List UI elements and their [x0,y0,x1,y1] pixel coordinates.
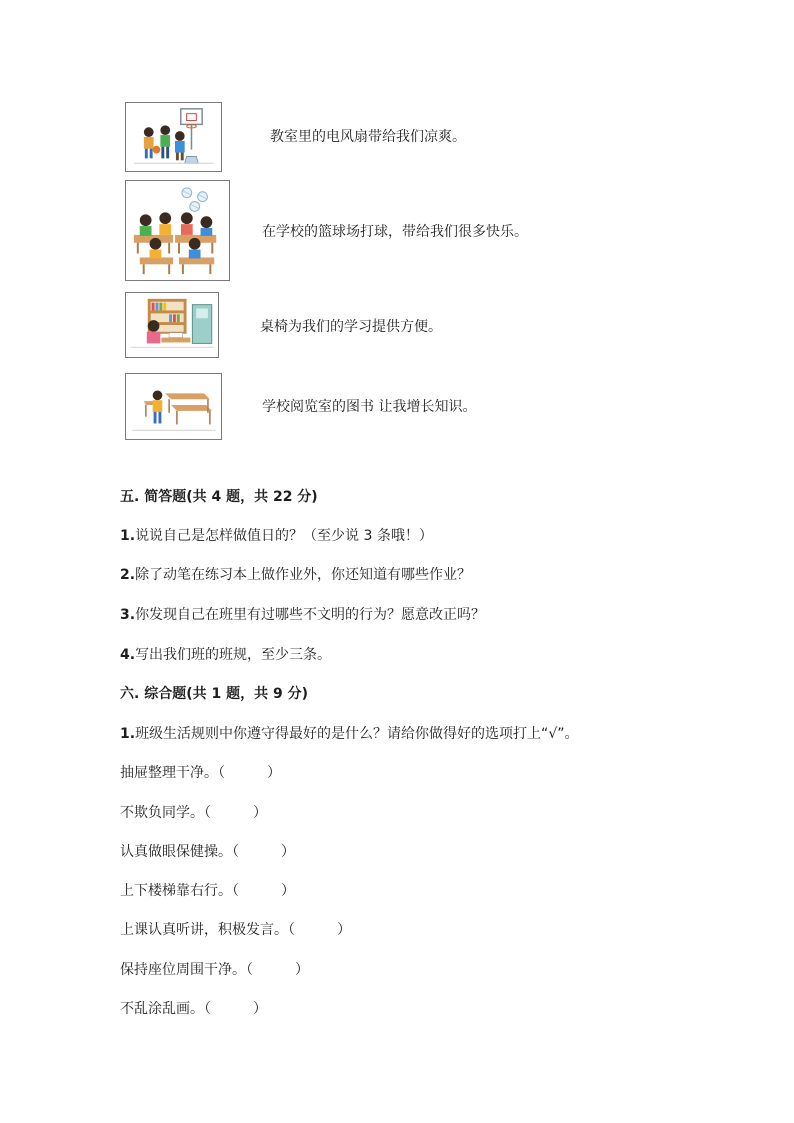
question-text: 你发现自己在班里有过哪些不文明的行为？愿意改正吗？ [135,607,486,623]
section-5-question-3 [120,606,485,624]
option-item[interactable]: 上课认真听讲，积极发言。（ ） [120,922,351,938]
question-text: 班级生活规则中你遵守得最好的是什么？请给你做得好的选项打上“√”。 [135,726,579,742]
basketball-court-picture [125,102,222,172]
section-5-question-2 [120,566,471,584]
question-number: 2. [120,567,136,583]
section-5-question-1 [120,527,433,545]
caption-desks: 桌椅为我们的学习提供方便。 [260,319,442,335]
caption-basketball: 在学校的篮球场打球，带给我们很多快乐。 [262,224,528,240]
section-5-heading: 五. 简答题(共 4 题，共 22 分) [120,489,318,505]
caption-books: 学校阅览室的图书 让我增长知识。 [262,399,477,415]
section-6-heading: 六. 综合题(共 1 题，共 9 分) [120,686,308,702]
question-text: 除了动笔在练习本上做作业外，你还知道有哪些作业？ [135,567,472,583]
question-number: 1. [120,726,136,742]
question-text: 说说自己是怎样做值日的？（至少说 3 条哦！） [135,528,433,544]
desks-chairs-picture [125,373,222,440]
option-item[interactable]: 上下楼梯靠右行。（ ） [120,883,295,899]
option-item[interactable]: 认真做眼保健操。（ ） [120,844,295,860]
reading-room-picture [125,292,219,358]
option-item[interactable]: 抽屉整理干净。（ ） [120,765,281,781]
section-6-question-1 [120,725,579,743]
caption-classroom-fan: 教室里的电风扇带给我们凉爽。 [270,129,466,145]
option-item[interactable]: 不乱涂乱画。（ ） [120,1001,267,1017]
section-5-question-4 [120,646,331,664]
option-item[interactable]: 保持座位周围干净。（ ） [120,962,309,978]
question-text: 写出我们班的班规，至少三条。 [135,647,332,663]
question-number: 3. [120,607,136,623]
question-number: 4. [120,647,136,663]
option-item[interactable]: 不欺负同学。（ ） [120,805,267,821]
classroom-fan-picture [125,180,230,281]
question-number: 1. [120,528,136,544]
